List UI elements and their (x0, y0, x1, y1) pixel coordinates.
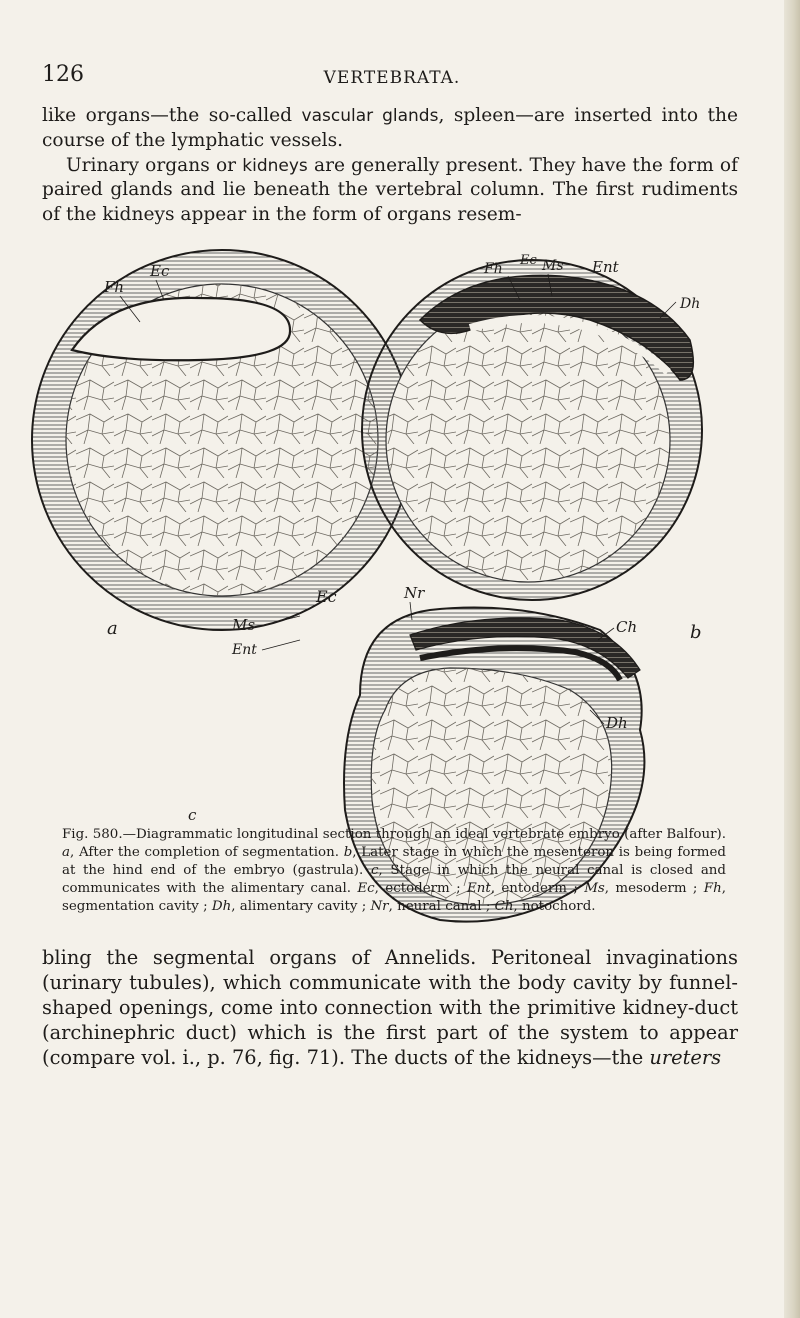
figure-caption (62, 826, 726, 916)
term-kidneys: kidneys (242, 155, 308, 176)
term-ureters: ureters (649, 1046, 722, 1069)
caption-text-11: , notochord. (513, 899, 596, 914)
label-c-ent: Ent (232, 642, 257, 658)
label-c-nr: Nr (404, 584, 425, 602)
caption-text-6: , entoderm ; (490, 881, 585, 896)
caption-text-8: , segmentation cavity ; (62, 881, 726, 914)
running-head: VERTEBRATA. (323, 68, 461, 88)
para1-text-4: are generally present. They have the form of paired glands and lie beneath the vertebral column. The first rudiments of the kidneys appear in the form of organs resem- (42, 154, 738, 226)
paragraph-bottom (42, 945, 738, 1070)
para1-text-1: like organs—the so-called (42, 105, 302, 126)
caption-label-ec: Ec (357, 881, 375, 896)
page-number: 126 (42, 62, 84, 87)
label-b-ec: Ec (520, 253, 537, 268)
caption-label-b: b (343, 845, 353, 860)
label-b-fh: Fh (484, 261, 503, 277)
panel-label-c: c (188, 806, 197, 824)
panel-label-a: a (107, 618, 118, 639)
caption-label-ent: Ent (466, 881, 491, 896)
panel-b-embryo (362, 260, 702, 600)
caption-fig-number: Fig. 580. (62, 827, 123, 842)
label-a-ec: Ec (150, 262, 170, 280)
caption-text-10: , neural canal ; (388, 899, 495, 914)
label-a-fh: Fh (104, 278, 125, 296)
caption-text-1: —Diagrammatic longitudinal section through an ideal vertebrate embryo (after Balfour). (122, 827, 726, 842)
caption-label-ch: Ch (494, 899, 514, 914)
caption-label-ms: Ms (584, 881, 605, 896)
caption-label-dh: Dh (211, 899, 232, 914)
label-b-ent: Ent (592, 258, 619, 276)
label-c-ec: Ec (316, 587, 337, 606)
para1-text-2: , spleen—are inserted into the course of the lymphatic vessels. (42, 105, 738, 151)
panel-label-b: b (690, 622, 702, 643)
label-c-ch: Ch (616, 618, 638, 636)
caption-label-nr: Nr (370, 899, 389, 914)
paragraph-top (42, 104, 738, 228)
term-vascular-glands: vascular glands (301, 106, 439, 126)
caption-text-5: , ectoderm ; (374, 881, 467, 896)
label-b-ms: Ms (542, 258, 564, 274)
label-b-dh: Dh (680, 296, 701, 312)
caption-text-2: , After the completion of segmentation. (69, 845, 344, 860)
label-c-ms: Ms (232, 616, 256, 634)
label-c-dh: Dh (606, 714, 628, 732)
caption-label-c: c (370, 863, 379, 878)
page-header (42, 62, 742, 92)
panel-a-embryo (32, 250, 412, 630)
para2-text: bling the segmental organs of Annelids. Peritoneal invaginations (urinary tubules), which communicate with the body cavity by funnel-shaped openings, come into connection with the primitive kidney-duct (archinephric duct) which is the first part of the system to appear (compare vol. i., p. 76, fig. 71). The ducts of the kidneys—the (42, 946, 738, 1069)
caption-text-4: , Stage in which the neural canal is closed and communicates with the alimentary canal. (62, 863, 727, 896)
caption-text-3: , Later stage in which the mesenteron is being formed at the hind end of the embryo (gastrula). (62, 845, 726, 878)
caption-text-7: , mesoderm ; (604, 881, 704, 896)
para1-text-3: Urinary organs or (66, 154, 243, 176)
caption-text-9: , alimentary cavity ; (231, 899, 371, 914)
caption-label-fh: Fh (703, 881, 722, 896)
caption-label-a: a (62, 845, 70, 860)
